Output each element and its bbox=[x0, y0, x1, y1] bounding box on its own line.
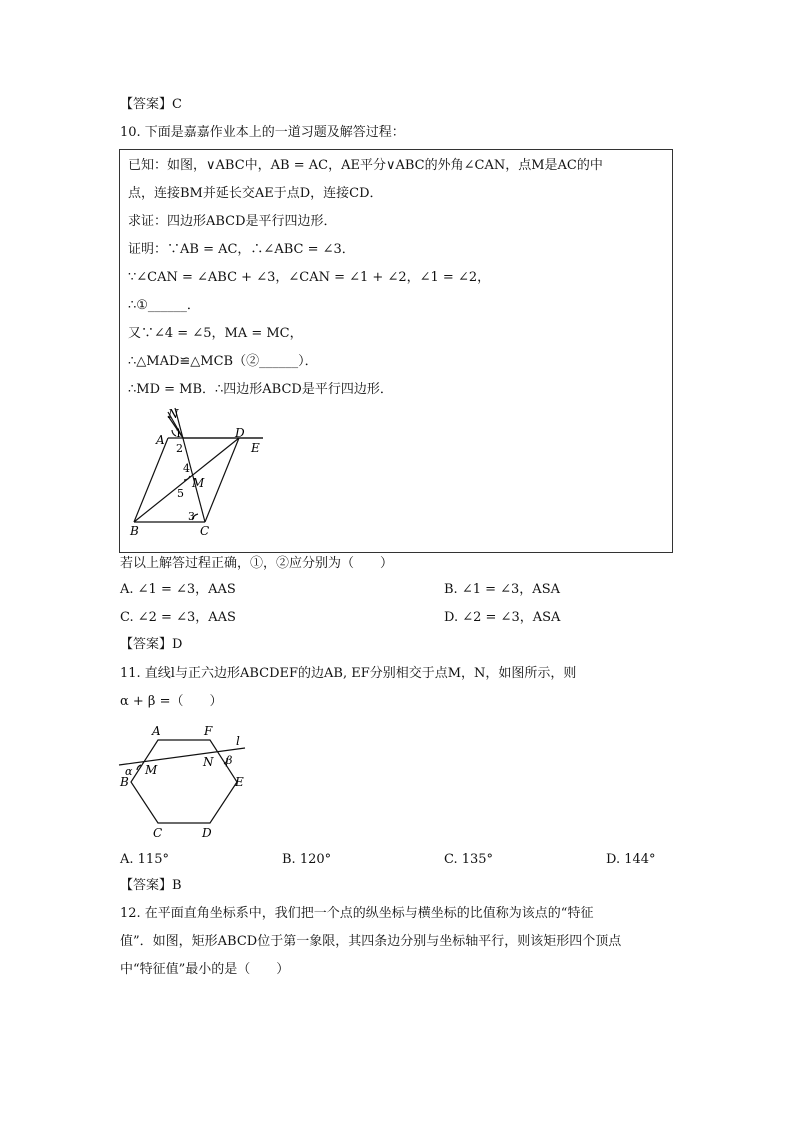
q12-line-2: 值”．如图，矩形ABCD位于第一象限，其四条边分别与坐标轴平行，则该矩形四个顶点 bbox=[120, 934, 622, 949]
label-m: M bbox=[192, 476, 205, 490]
label-d: D bbox=[235, 426, 245, 440]
q10-option-c[interactable]: C. ∠2 = ∠3，AAS bbox=[120, 610, 236, 625]
hexagon bbox=[131, 740, 237, 823]
parallelogram-figure bbox=[120, 150, 672, 552]
label-angle-5: 5 bbox=[177, 487, 184, 500]
label-n: N bbox=[168, 407, 179, 421]
hex-label-n: N bbox=[203, 755, 214, 769]
label-a: A bbox=[156, 433, 165, 447]
q12-line-3: 中“特征值”最小的是（ ） bbox=[120, 962, 290, 977]
q10-option-d[interactable]: D. ∠2 = ∠3，ASA bbox=[444, 610, 561, 625]
hex-label-c: C bbox=[153, 826, 163, 840]
hex-label-l: l bbox=[236, 734, 240, 748]
line-ab bbox=[134, 438, 168, 522]
label-e: E bbox=[251, 441, 260, 455]
q10-stem: 10. 下面是嘉嘉作业本上的一道习题及解答过程： bbox=[120, 125, 405, 140]
label-b: B bbox=[130, 524, 139, 538]
box-line-2: 点，连接BM并延长交AE于点D，连接CD． bbox=[128, 186, 383, 201]
box-line-3: 求证：四边形ABCD是平行四边形． bbox=[128, 214, 337, 229]
hexagon-figure bbox=[115, 720, 255, 845]
line-nc bbox=[175, 408, 205, 522]
label-angle-3: 3 bbox=[188, 510, 195, 523]
hex-label-a: A bbox=[152, 724, 161, 738]
q10-answer: 【答案】D bbox=[120, 637, 183, 652]
hex-label-alpha: α bbox=[125, 765, 133, 778]
q12-line-1: 12. 在平面直角坐标系中，我们把一个点的纵坐标与横坐标的比值称为该点的“特征 bbox=[120, 906, 594, 921]
hex-label-f: F bbox=[204, 724, 213, 738]
hex-label-b: B bbox=[120, 775, 129, 789]
box-line-5: ∵∠CAN = ∠ABC + ∠3，∠CAN = ∠1 + ∠2，∠1 = ∠2， bbox=[128, 270, 491, 285]
angle-4-arc bbox=[184, 476, 190, 480]
q11-stem-2: α + β =（ ） bbox=[120, 694, 223, 709]
q11-answer: 【答案】B bbox=[120, 878, 182, 893]
label-angle-2: 2 bbox=[176, 442, 183, 455]
box-line-7: 又∵∠4 = ∠5，MA = MC， bbox=[128, 326, 303, 341]
box-line-8: ∴△MAD≌△MCB（②______）． bbox=[128, 354, 318, 369]
label-c: C bbox=[200, 524, 210, 538]
box-line-4: 证明：∵AB = AC，∴∠ABC = ∠3． bbox=[128, 242, 355, 257]
q10-option-b[interactable]: B. ∠1 = ∠3，ASA bbox=[444, 582, 560, 597]
q11-option-c[interactable]: C. 135° bbox=[444, 852, 494, 867]
q11-option-d[interactable]: D. 144° bbox=[606, 852, 656, 867]
q11-option-a[interactable]: A. 115° bbox=[120, 852, 169, 867]
q11-option-b[interactable]: B. 120° bbox=[282, 852, 332, 867]
line-cd bbox=[205, 438, 239, 522]
label-angle-4: 4 bbox=[183, 462, 190, 475]
hex-label-e: E bbox=[235, 775, 244, 789]
q11-stem-1: 11. 直线l与正六边形ABCDEF的边AB, EF分别相交于点M，N，如图所示，则 bbox=[120, 666, 577, 681]
hex-label-m: M bbox=[145, 763, 158, 777]
box-line-9: ∴MD = MB．∴四边形ABCD是平行四边形． bbox=[128, 382, 393, 397]
box-line-6: ∴①______． bbox=[128, 298, 200, 313]
answer-prev: 【答案】C bbox=[120, 97, 182, 112]
q10-option-a[interactable]: A. ∠1 = ∠3，AAS bbox=[120, 582, 236, 597]
q10-question: 若以上解答过程正确，①，②应分别为（ ） bbox=[120, 556, 394, 571]
hex-label-beta: β bbox=[226, 754, 233, 767]
q10-solution-box bbox=[119, 149, 673, 553]
label-angle-1: 1 bbox=[175, 427, 182, 440]
hex-label-d: D bbox=[202, 826, 212, 840]
box-line-1: 已知：如图，∨ABC中，AB = AC，AE平分∨ABC的外角∠CAN，点M是AC的中 bbox=[128, 158, 603, 173]
